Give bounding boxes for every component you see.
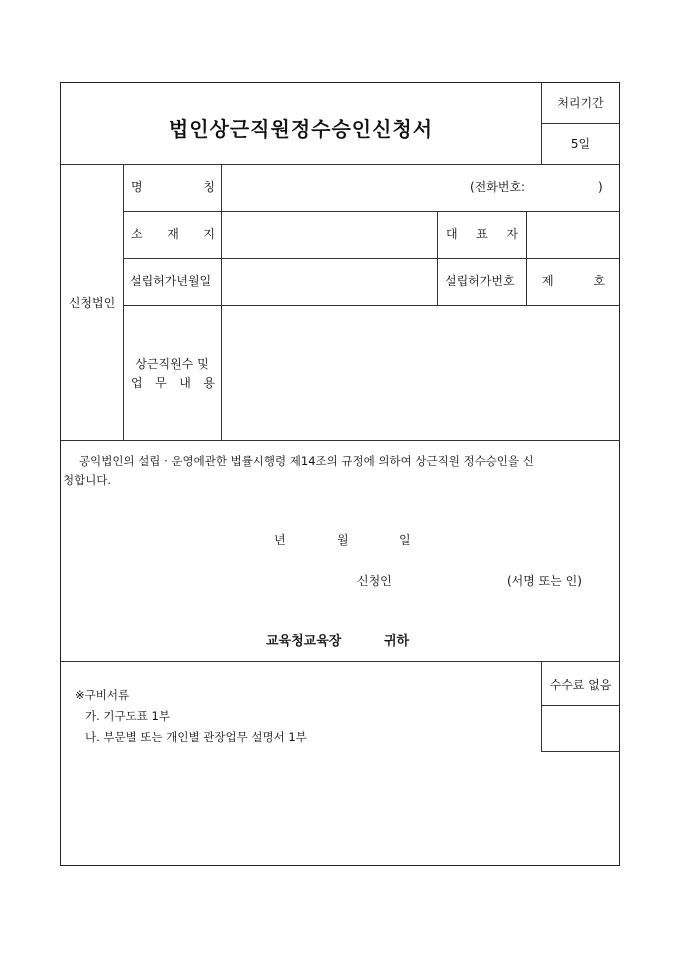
name-label: 명 칭	[131, 180, 215, 194]
form-title: 법인상근직원정수승인신청서	[168, 117, 434, 141]
phone-note: (전화번호:	[470, 180, 526, 194]
divider	[541, 661, 542, 751]
permit-number-label: 설립허가번호	[445, 274, 515, 288]
divider	[123, 305, 620, 306]
representative-label: 대 표 자	[446, 227, 518, 241]
divider	[437, 211, 438, 305]
statement-line-1: 공익법인의 설립 · 운영에관한 법률시행령 제14조의 규정에 의하여 상근직원 정수승인을 신	[79, 454, 534, 468]
phone-close: )	[598, 180, 603, 194]
divider	[541, 751, 620, 752]
divider	[123, 211, 620, 212]
recipient-name: 교육청교육장	[266, 634, 342, 649]
application-form	[60, 82, 620, 866]
permit-date-field[interactable]	[227, 275, 431, 289]
staff-duties-field[interactable]	[227, 315, 615, 431]
attachment-item: 나. 부문별 또는 개인별 관장업무 설명서 1부	[85, 730, 307, 744]
date-year[interactable]: 년	[274, 533, 286, 547]
fee-stamp-box	[543, 707, 619, 749]
duties-label: 업 무 내 용	[131, 376, 215, 390]
permit-date-label: 설립허가년월일	[130, 274, 212, 288]
processing-period-value: 5일	[570, 137, 591, 151]
divider	[526, 211, 527, 305]
divider	[61, 440, 620, 441]
location-label: 소 재 지	[131, 227, 215, 241]
applicant-section-label: 신청법인	[68, 296, 116, 310]
recipient-honorific: 귀하	[384, 634, 410, 649]
divider	[123, 258, 620, 259]
representative-field[interactable]	[531, 228, 615, 242]
signature-note[interactable]: (서명 또는 인)	[507, 574, 582, 588]
phone-field[interactable]	[543, 181, 593, 195]
divider	[61, 661, 620, 662]
divider	[221, 164, 222, 440]
divider	[61, 164, 620, 165]
location-field[interactable]	[227, 228, 431, 242]
divider	[123, 164, 124, 440]
signer-label: 신청인	[357, 574, 392, 588]
permit-number-field[interactable]: 제 호	[542, 274, 605, 288]
date-day[interactable]: 일	[399, 533, 411, 547]
divider	[541, 83, 542, 164]
divider	[541, 705, 620, 706]
processing-period-label: 처리기간	[557, 96, 604, 110]
divider	[541, 123, 620, 124]
attachments-title: ※구비서류	[75, 688, 130, 702]
statement-line-2: 청합니다.	[63, 473, 112, 487]
fee-label: 수수료 없음	[549, 678, 612, 692]
attachment-item: 가. 기구도표 1부	[85, 709, 170, 723]
date-month[interactable]: 월	[337, 533, 349, 547]
staff-count-label: 상근직원수 및	[135, 357, 209, 371]
